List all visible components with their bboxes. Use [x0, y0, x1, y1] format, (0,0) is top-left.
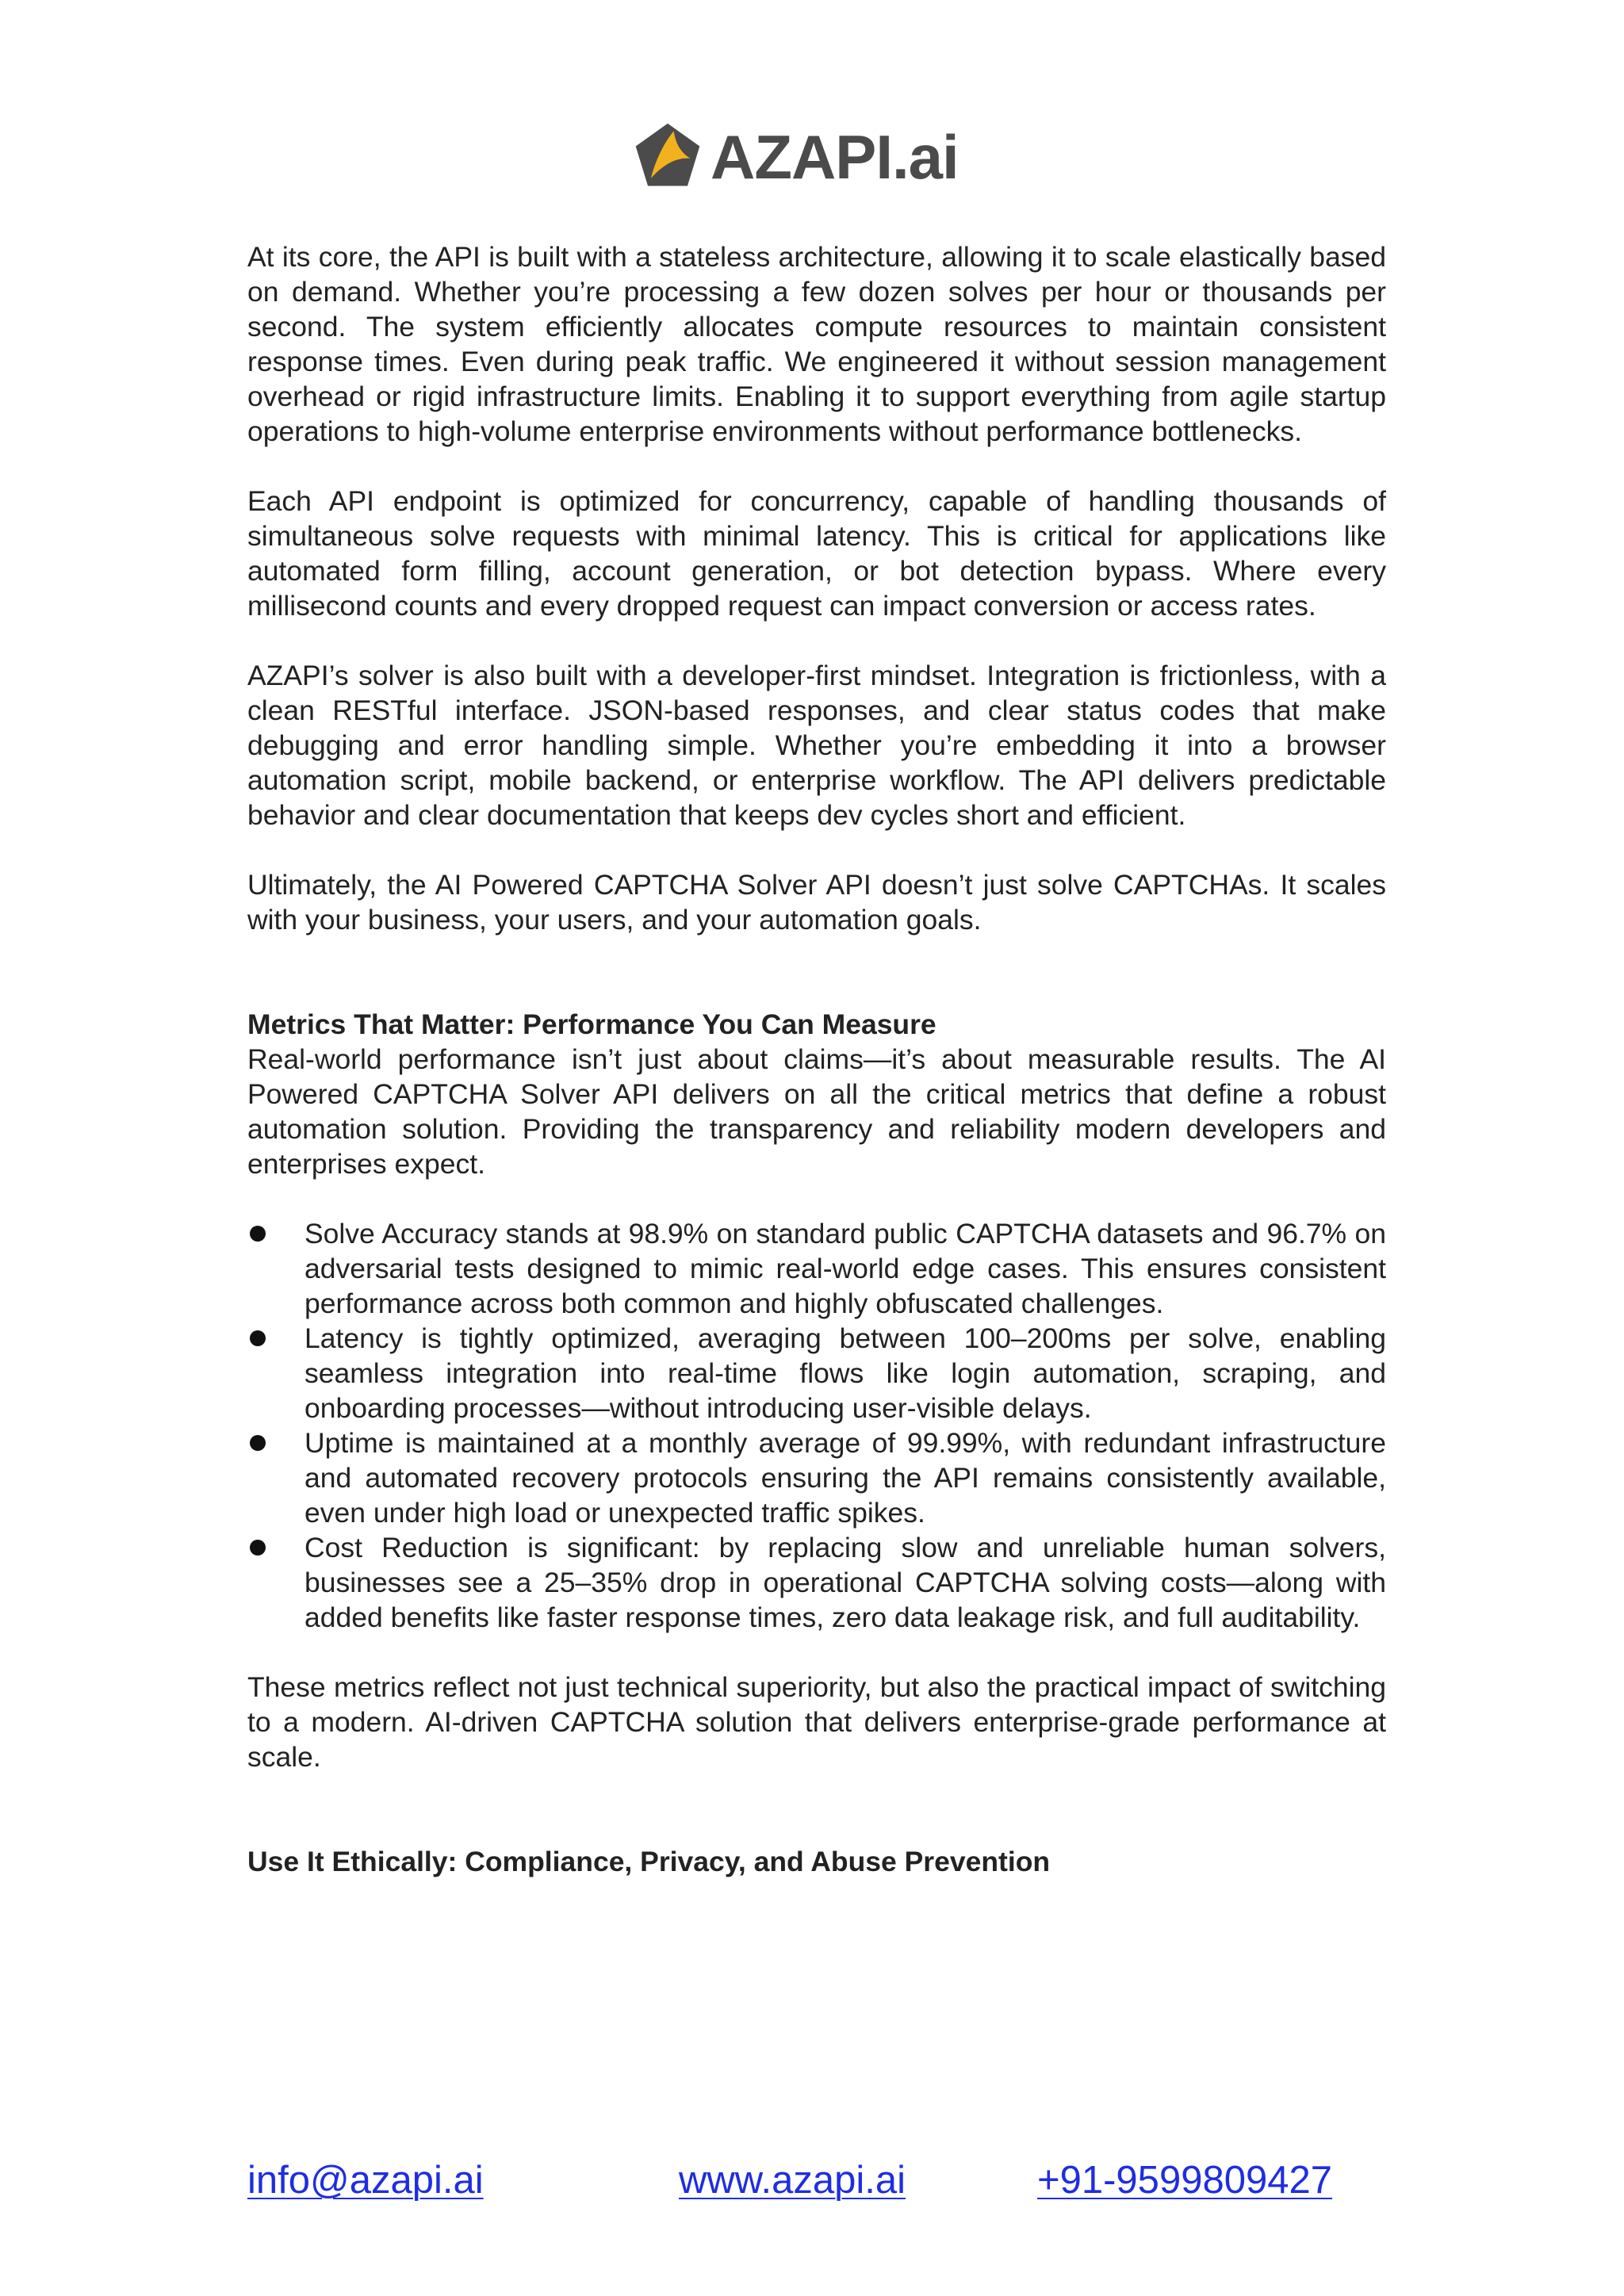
list-item — [247, 1216, 1386, 1321]
bullet-dot-icon — [250, 1435, 266, 1451]
brand-name: AZAPI.ai — [710, 122, 959, 192]
footer-contacts — [0, 2158, 1624, 2214]
document-body — [247, 239, 1386, 1879]
list-item — [247, 1425, 1386, 1530]
paragraph-ultimately: Ultimately, the AI Powered CAPTCHA Solver API doesn’t just solve CAPTCHAs. It scales with your business, your users, and your automation goals. — [247, 869, 1386, 936]
footer-phone-link[interactable]: +91-9599809427 — [1037, 2159, 1332, 2202]
metrics-list — [247, 1216, 1386, 1635]
heading-ethics: Use It Ethically: Compliance, Privacy, and Abuse Prevention — [247, 1846, 1051, 1877]
bullet-dot-icon — [250, 1330, 266, 1346]
bullet-dot-icon — [250, 1540, 266, 1556]
azapi-logo-icon — [630, 119, 706, 195]
bullet-dot-icon — [250, 1226, 266, 1242]
paragraph-metrics-closing: These metrics reflect not just technical superiority, but also the practical impact of switching to a modern. AI-driven CAPTCHA solution that delivers enterprise-grade performance at scale. — [247, 1671, 1386, 1773]
footer-email-link[interactable]: info@azapi.ai — [247, 2159, 484, 2202]
paragraph-metrics-intro: Real-world performance isn’t just about claims—it’s about measurable results. The AI Powered CAPTCHA Solver API delivers on all the critical metrics that define a robust automation solution. Providing the transparency and reliability modern developers and enterprises expect. — [247, 1043, 1386, 1180]
list-item — [247, 1321, 1386, 1425]
heading-metrics: Metrics That Matter: Performance You Can Measure — [247, 1008, 936, 1040]
list-item-text: Solve Accuracy stands at 98.9% on standard public CAPTCHA datasets and 96.7% on adversarial tests designed to mimic real-world edge cases. This ensures consistent performance across both common and highly obfuscated challenges. — [304, 1218, 1386, 1319]
paragraph-developer-first: AZAPI’s solver is also built with a developer-first mindset. Integration is frictionless, with a clean RESTful interface. JSON-based responses, and clear status codes that make debugging and error handling simple. Whether you’re embedding it into a browser automation script, mobile backend, or enterprise workflow. The API delivers predictable behavior and clear documentation that keeps dev cycles short and efficient. — [247, 660, 1386, 831]
paragraph-architecture: At its core, the API is built with a stateless architecture, allowing it to scale elastically based on demand. Whether you’re processing a few dozen solves per hour or thousands per second. The system efficiently allocates compute resources to maintain consistent response times. Even during peak traffic. We engineered it without session management overhead or rigid infrastructure limits. Enabling it to support everything from agile startup operations to high-volume enterprise environments without performance bottlenecks. — [247, 241, 1386, 447]
list-item — [247, 1530, 1386, 1635]
list-item-text: Cost Reduction is significant: by replacing slow and unreliable human solvers, businesses see a 25–35% drop in operational CAPTCHA solving costs—along with added benefits like faster response times, zero data leakage risk, and full auditability. — [304, 1532, 1386, 1633]
brand-logo — [630, 119, 959, 195]
paragraph-concurrency: Each API endpoint is optimized for concurrency, capable of handling thousands of simultaneous solve requests with minimal latency. This is critical for applications like automated form filling, account generation, or bot detection bypass. Where every millisecond counts and every dropped request can impact conversion or access rates. — [247, 485, 1386, 622]
list-item-text: Uptime is maintained at a monthly average of 99.99%, with redundant infrastructure and automated recovery protocols ensuring the API remains consistently available, even under high load or unexpected traffic spikes. — [304, 1427, 1386, 1529]
footer-website-link[interactable]: www.azapi.ai — [679, 2159, 906, 2202]
list-item-text: Latency is tightly optimized, averaging between 100–200ms per solve, enabling seamless integration into real-time flows like login automation, scraping, and onboarding processes—without introducing user-visible delays. — [304, 1322, 1386, 1424]
